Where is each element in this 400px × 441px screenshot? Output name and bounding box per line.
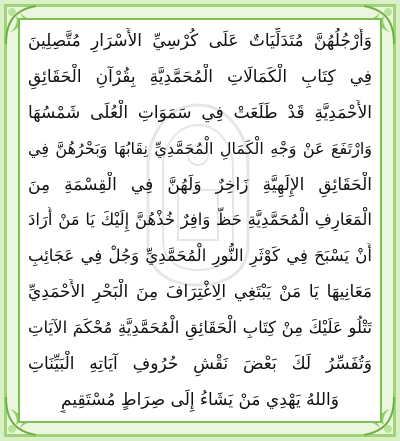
text-line: الأَحْمَدِيَّةِ قَدْ طَلَعَتْ فِي سَمَوَاتِ الْعُلَى شَمْسُهَا (28, 102, 372, 123)
text-line: تَتْلُو عَلَيْكَ مِنْ كِتَابِ الْحَقَائِقِ الْمُحَمَّدِيَّةِ مُحْكَمَ الآيَاتِ (28, 318, 372, 338)
text-line: وَاللهُ يَهْدِي مَنْ يَشَاءُ إِلَى صِرَاطٍ مُسْتَقِيمٍ (61, 389, 339, 410)
text-line: وَارْتَفَعَ عَنْ وَجْهِ الْكَمَالِ الْمُحَمَّدِيِّ نِقَابُهَا وَبَحْرُهُنَّ فِي (28, 138, 372, 158)
arabic-text-block (26, 26, 374, 415)
text-line: وَتُفَسِّرُ لَكَ بَعْضَ نَقْشِ حُرُوفِ آيَاتِهِ الْبَيِّنَاتِ (28, 354, 372, 375)
text-line: وَأَرْجُلُهُنَّ مُتَدَلِّيَاتٌ عَلَى كُرْسِيِّ الأَسْرَارِ مُتَّصِلِينَ (28, 31, 372, 51)
text-line: الْمَعَارِفِ الْمُحَمَّدِيَّةِ حَظٌّ وَافِرٌ خُذْهُنَّ إِلَيْكَ يَا مَنْ أَرَادَ (28, 210, 372, 230)
text-line: الْحَقَائِقِ الإِلَهِيَّةِ زَاخِرٌ وَلَهُنَّ فِي الْقِسْمَةِ مِنَ (28, 174, 372, 195)
text-line: أَنْ يَسْبَحَ فِي كَوْثَرِ النُّورِ الْمُحَمَّدِيِّ وَجُلْ فِي عَجَائِبِ (28, 246, 372, 266)
text-line: فِي كِتَابِ الْكَمَالَاتِ الْمُحَمَّدِيَّةِ بِقُرْآنِ الْحَقَائِقِ (28, 66, 372, 87)
text-line: مَعَانِيهَا يَا مَنْ يَبْتَغِي الِاغْتِرَافَ مِنَ الْبَحْرِ الأَحْمَدِيِّ (28, 282, 372, 303)
